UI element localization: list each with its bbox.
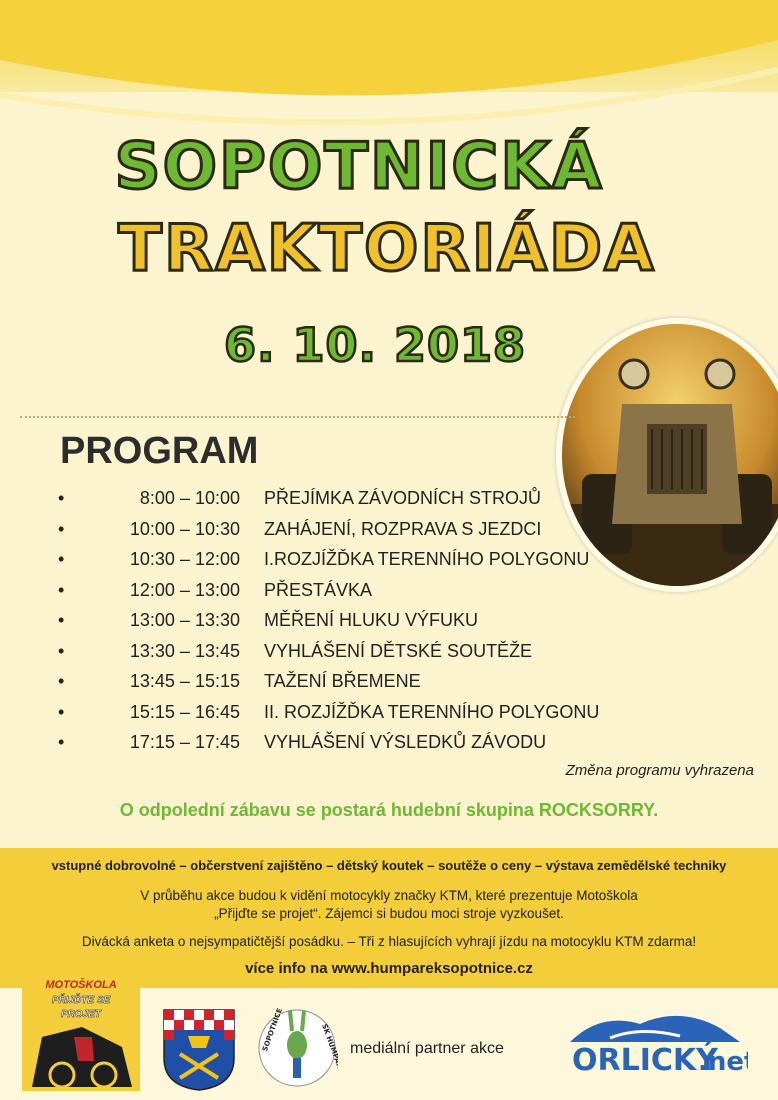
motorcycle-icon	[22, 1017, 140, 1091]
bullet: •	[58, 518, 65, 539]
info-line-4: Divácká anketa o nejsympatičtější posádku. – Tři z hlasujících vyhrají jízdu na motocyklu KTM zdarma!	[81, 934, 697, 949]
schedule-time: 17:15 – 17:45	[129, 732, 240, 752]
bullet: •	[58, 671, 65, 691]
orlicky-net-text: .ne	[698, 1047, 745, 1077]
info-line-2: V průběhu akce budou k vidění motocykly značky KTM, které prezentuje Motoškola	[140, 888, 638, 903]
website-link[interactable]: více info na www.humpareksopotnice.cz	[245, 960, 533, 977]
schedule-time: 13:30 – 13:45	[129, 640, 240, 661]
bullet: •	[58, 579, 65, 600]
schedule-row	[58, 580, 678, 611]
schedule-event: PŘESTÁVKA	[264, 579, 373, 600]
top-curve-decoration	[0, 0, 778, 140]
schedule-time: 15:15 – 16:45	[129, 701, 240, 722]
bullet: •	[58, 549, 65, 569]
moto-logo-line-3: PROJET	[60, 1009, 101, 1020]
schedule-row	[58, 549, 678, 580]
schedule-time: 12:00 – 13:00	[129, 579, 240, 600]
schedule-event: I.ROZJÍŽĎKA TERENNÍHO POLYGONU	[264, 549, 590, 569]
bullet: •	[58, 701, 65, 722]
schedule-row	[58, 702, 678, 733]
schedule-time: 13:45 – 15:15	[129, 671, 240, 691]
schedule-event: TAŽENÍ BŘEMENE	[264, 671, 421, 691]
schedule-event: VYHLÁŠENÍ DĚTSKÉ SOUTĚŽE	[264, 640, 533, 661]
schedule-time: 8:00 – 10:00	[139, 488, 240, 508]
schedule-event: II. ROZJÍŽĎKA TERENNÍHO POLYGONU	[264, 701, 600, 722]
schedule-event: MĚŘENÍ HLUKU VÝFUKU	[264, 610, 479, 630]
schedule-row	[58, 732, 678, 763]
schedule-time: 10:00 – 10:30	[129, 518, 240, 539]
title-line-2: TRAKTORIÁDA	[118, 212, 656, 286]
moto-logo-line-2: PŘIJĎTE SE	[51, 995, 111, 1006]
schedule-row	[58, 519, 678, 550]
schedule-time: 10:30 – 12:00	[129, 549, 240, 569]
band-announcement: O odpolední zábavu se postará hudební skupina ROCKSORRY.	[119, 800, 659, 820]
info-line-3: „Přijďte se projet“. Zájemci si budou moci stroje vyzkoušet.	[214, 906, 564, 921]
event-date: 6. 10. 2018	[224, 318, 527, 372]
sk-logo-left-text: SOPOTNICE	[260, 1007, 284, 1053]
schedule-row	[58, 610, 678, 641]
schedule-row	[58, 671, 678, 702]
schedule-event: PŘEJÍMKA ZÁVODNÍCH STROJŮ	[264, 488, 542, 508]
schedule-row	[58, 488, 678, 519]
info-line-1: vstupné dobrovolné – občerstvení zajištěno – dětský koutek – soutěže o ceny – výstava zemědělské techniky	[51, 858, 727, 873]
bullet: •	[58, 640, 65, 661]
village-coat-of-arms	[160, 1008, 238, 1092]
schedule-event: VYHLÁŠENÍ VÝSLEDKŮ ZÁVODU	[264, 732, 547, 752]
schedule-list	[58, 488, 678, 763]
sk-logo-right-text: SK	[320, 1022, 332, 1036]
title-line-1: SOPOTNICKÁ	[114, 130, 604, 204]
schedule-time: 13:00 – 13:30	[129, 610, 240, 630]
program-heading: PROGRAM	[60, 430, 259, 472]
media-partner-label: mediální partner akce	[350, 1040, 504, 1057]
orlicky-net-logo	[570, 1008, 748, 1078]
moto-logo-line-1: MOTOŠKOLA	[45, 979, 117, 991]
schedule-event: ZAHÁJENÍ, ROZPRAVA S JEZDCI	[264, 518, 542, 539]
bullet: •	[58, 732, 65, 752]
motoskola-logo	[22, 965, 140, 1091]
bullet: •	[58, 610, 65, 630]
change-note: Změna programu vyhrazena	[565, 762, 754, 779]
sk-humparek-logo	[256, 1003, 338, 1093]
dotted-divider	[20, 416, 575, 418]
orlicky-text: ORLICKÝ	[572, 1043, 718, 1078]
bullet: •	[58, 488, 65, 508]
schedule-row	[58, 641, 678, 672]
